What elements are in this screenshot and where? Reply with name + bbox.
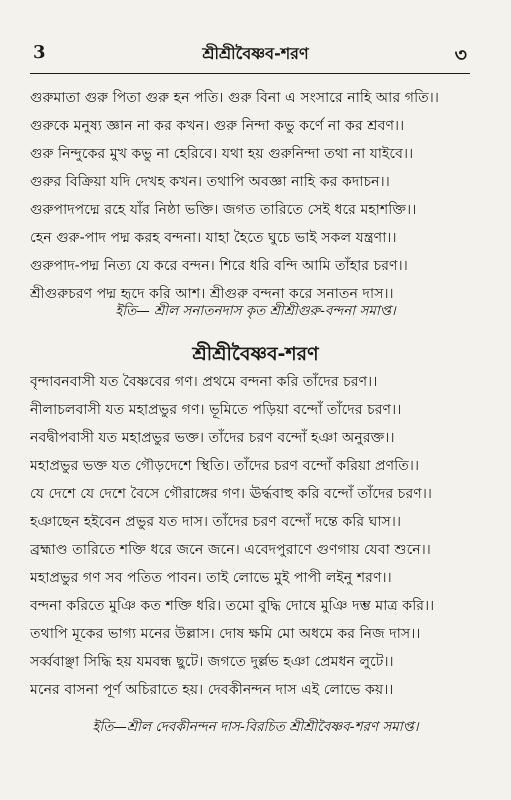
page-number-bengali: ৩ — [454, 44, 467, 66]
page-number-latin: 3 — [33, 42, 46, 63]
verse-line: ব্রহ্মাণ্ড তারিতে শক্তি ধরে জনে জনে। এবেদপুরাণে গুণগায় যেবা শুনে।। — [30, 542, 431, 558]
verse-line: নবদ্বীপবাসী যত মহাপ্রভুর ভক্ত। তাঁদের চরণ বন্দোঁ হঞা অনুরক্ত।। — [30, 430, 395, 446]
vaishnava-sharan-colophon: ইতি—শ্রীল দেবকীনন্দন দাস-বিরচিত শ্রীশ্রীবৈষ্ণব-শরণ সমাপ্ত। — [92, 719, 419, 735]
verse-line: নীলাচলবাসী যত মহাপ্রভুর গণ। ভূমিতে পড়িয়া বন্দোঁ তাঁদের চরণ।। — [30, 402, 402, 418]
verse-line: বৃন্দাবনবাসী যত বৈষ্ণবের গণ। প্রথমে বন্দনা করি তাঁদের চরণ।। — [30, 374, 378, 390]
verse-line: গুরুপাদ-পদ্ম নিত্য যে করে বন্দন। শিরে ধরি বন্দি আমি তাঁহার চরণ।। — [30, 258, 408, 274]
verse-line: হঞাছেন হইবেন প্রভুর যত দাস। তাঁদের চরণ বন্দোঁ দন্তে করি ঘাস।। — [30, 514, 402, 530]
verse-line: হেন গুরু-পাদ পদ্ম করহ বন্দনা। যাহা হৈতে ঘুচে ভাই সকল যন্ত্রণা।। — [30, 230, 397, 246]
page-header — [0, 42, 511, 66]
verse-line: গুরুকে মনুষ্য জ্ঞান না কর কখন। গুরু নিন্দা কভু কর্ণে না কর শ্রবণ।। — [30, 118, 405, 134]
verse-line: বন্দনা করিতে মুঞি কত শক্তি ধরি। তমো বুদ্ধি দোষে মুঞি দম্ভ মাত্র করি।। — [30, 598, 435, 614]
verse-line: গুরু নিন্দুকের মুখ কভু না হেরিবে। যথা হয় গুরুনিন্দা তথা না যাইবে।। — [30, 146, 414, 162]
verse-line: গুরুপাদপদ্মে রহে যাঁর নিষ্ঠা ভক্তি। জগত তারিতে সেই ধরে মহাশক্তি।। — [30, 202, 417, 218]
verse-line: যে দেশে যে দেশে বৈসে গৌরাঙ্গের গণ। ঊর্দ্ধবাহু করি বন্দোঁ তাঁদের চরণ।। — [30, 486, 432, 502]
section-title: শ্রীশ্রীবৈষ্ণব-শরণ — [192, 343, 319, 365]
verse-line: সর্ব্ববাঞ্ছা সিদ্ধি হয় যমবন্ধ ছুটে। জগতে দুর্ল্লভ হঞা প্রেমধন লুটে।। — [30, 654, 394, 670]
verse-line: গুরুর বিক্রিয়া যদি দেখহ কখন। তথাপি অবজ্ঞা নাহি কর কদাচন।। — [30, 174, 390, 190]
verse-line: মনের বাসনা পূর্ণ অচিরাতে হয়। দেবকীনন্দন দাস এই লোভে কয়।। — [30, 682, 394, 698]
header-rule — [30, 73, 470, 74]
verse-line: মহাপ্রভুর গণ সব পতিত পাবন। তাই লোভে মুই পাপী লইনু শরণ।। — [30, 570, 392, 586]
verse-line: শ্রীগুরুচরণ পদ্ম হৃদে করি আশ। শ্রীগুরু বন্দনা করে সনাতন দাস।। — [30, 286, 394, 302]
running-title: শ্রীশ্রীবৈষ্ণব-শরণ — [202, 44, 309, 63]
guru-vandana-colophon: ইতি— শ্রীল সনাতনদাস কৃত শ্রীশ্রীগুরু-বন্দনা সমাপ্ত। — [115, 303, 396, 319]
verse-line: তথাপি মূকের ভাগ্য মনের উল্লাস। দোষ ক্ষমি মো অধমে কর নিজ দাস।। — [30, 626, 421, 642]
verse-line: গুরুমাতা গুরু পিতা গুরু হন পতি। গুরু বিনা এ সংসারে নাহি আর গতি।। — [30, 90, 439, 106]
verse-line: মহাপ্রভুর ভক্ত যত গৌড়দেশে স্থিতি। তাঁদের চরণ বন্দোঁ করিয়া প্রণতি।। — [30, 458, 420, 474]
